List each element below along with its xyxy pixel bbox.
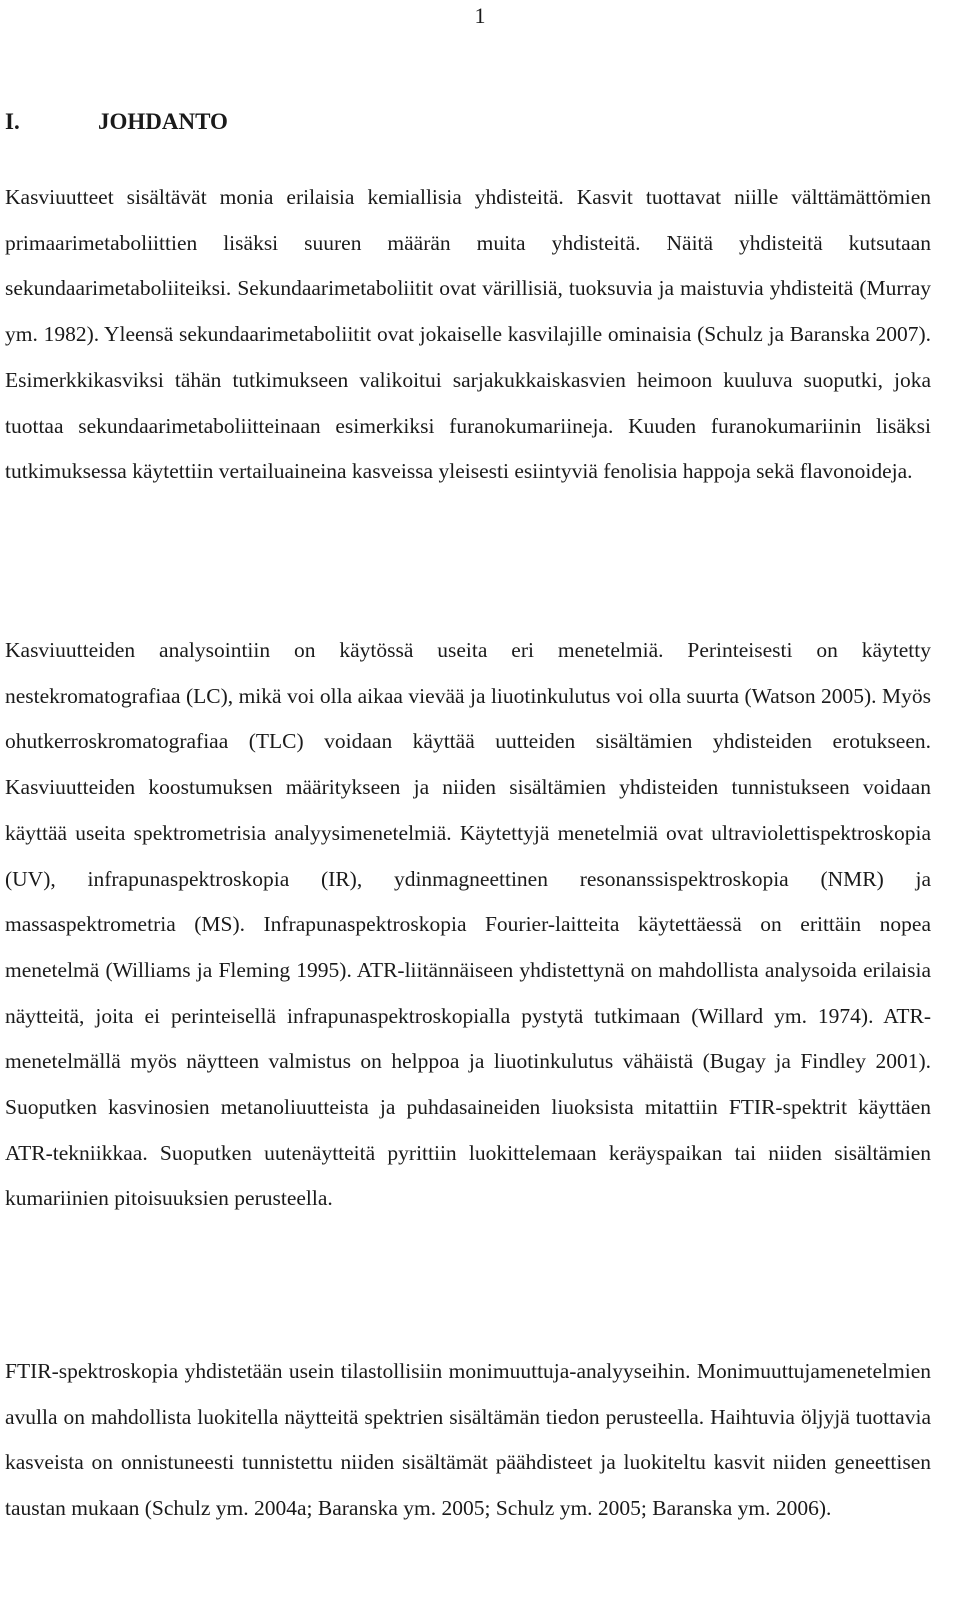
section-title: JOHDANTO	[98, 109, 228, 134]
paragraph-intro: Kasviuutteet sisältävät monia erilaisia kemiallisia yhdisteitä. Kasvit tuottavat niille välttämättömien primaarimetaboliittien lisäksi suuren määrän muita yhdisteitä. Näitä yhdisteitä kutsutaan sekundaarimetaboliiteiksi. Sekundaarimetaboliitit ovat värillisiä, tuoksuvia ja maistuvia yhdisteitä (Murray ym. 1982). Yleensä sekundaarimetaboliitit ovat jokaiselle kasvilajille ominaisia (Schulz ja Baranska 2007). Esimerkkikasviksi tähän tutkimukseen valikoitui sarjakukkaiskasvien heimoon kuuluva suoputki, joka tuottaa sekundaarimetaboliitteinaan esimerkiksi furanokumariineja. Kuuden furanokumariinin lisäksi tutkimuksessa käytettiin vertailuaineina kasveissa yleisesti esiintyviä fenolisia happoja sekä flavonoideja.	[5, 185, 931, 484]
section-heading	[5, 108, 228, 136]
paragraph-methods: Kasviuutteiden analysointiin on käytössä useita eri menetelmiä. Perinteisesti on käytetty nestekromatografiaa (LC), mikä voi olla aikaa vievää ja liuotinkulutus voi olla suurta (Watson 2005). Myös ohutkerroskromatografiaa (TLC) voidaan käyttää uutteiden sisältämien yhdisteiden erotukseen. Kasviuutteiden koostumuksen määritykseen ja niiden sisältämien yhdisteiden tunnistukseen voidaan käyttää useita spektrometrisia analyysimenetelmiä. Käytettyjä menetelmiä ovat ultraviolettispektroskopia (UV), infrapunaspektroskopia (IR), ydinmagneettinen resonanssispektroskopia (NMR) ja massaspektrometria (MS). Infrapunaspektroskopia Fourier-laitteita käytettäessä on erittäin nopea menetelmä (Williams ja Fleming 1995). ATR-liitännäiseen yhdistettynä on mahdollista analysoida erilaisia näytteitä, joita ei perinteisellä infrapunaspektroskopialla pystytä tutkimaan (Willard ym. 1974). ATR-menetelmällä myös näytteen valmistus on helppoa ja liuotinkulutus vähäistä (Bugay ja Findley 2001). Suoputken kasvinosien metanoliuutteista ja puhdasaineiden liuoksista mitattiin FTIR-spektrit käyttäen ATR-tekniikkaa. Suoputken uutenäytteitä pyrittiin luokittelemaan keräyspaikan tai niiden sisältämien kumariinien pitoisuuksien perusteella.	[5, 638, 931, 1211]
page-number: 1	[474, 3, 486, 28]
paragraph-multivariate: FTIR-spektroskopia yhdistetään usein tilastollisiin monimuuttuja-analyyseihin. Monimuuttujamenetelmien avulla on mahdollista luokitella näytteitä spektrien sisältämän tiedon perusteella. Haihtuvia öljyjä tuottavia kasveista on onnistuneesti tunnistettu niiden sisältämät päähdisteet ja luokiteltu kasvit niiden geneettisen taustan mukaan (Schulz ym. 2004a; Baranska ym. 2005; Schulz ym. 2005; Baranska ym. 2006).	[5, 1359, 931, 1521]
section-number: I.	[5, 109, 20, 134]
